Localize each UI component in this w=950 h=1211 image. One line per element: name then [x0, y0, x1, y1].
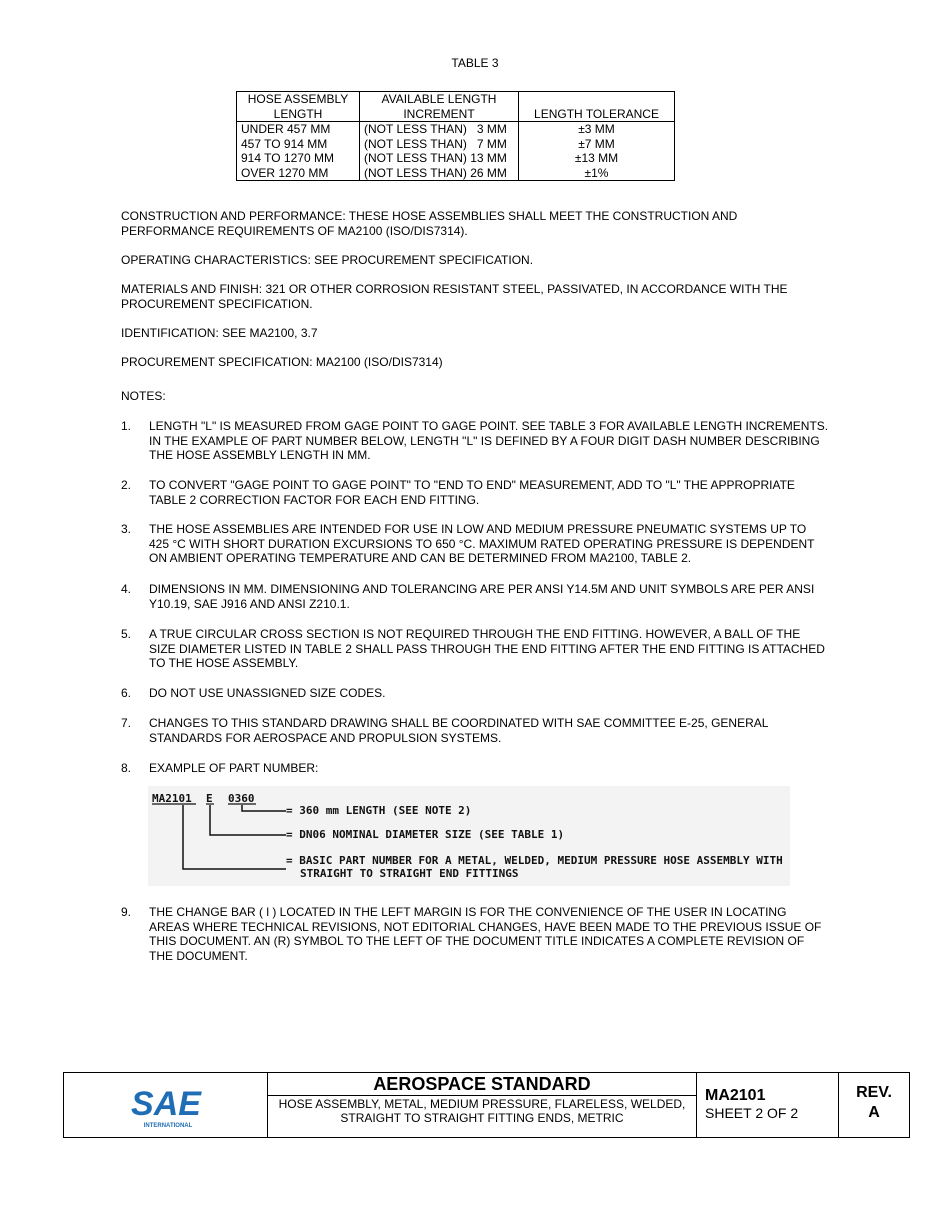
- table-row: [237, 151, 675, 166]
- operating-paragraph: OPERATING CHARACTERISTICS: SEE PROCUREMENT SPECIFICATION.: [121, 253, 534, 267]
- standard-cell: [268, 1073, 697, 1137]
- note-number: 3.: [121, 522, 132, 536]
- callout-size: = DN06 NOMINAL DIAMETER SIZE (SEE TABLE 1): [286, 828, 565, 841]
- cell-length: 914 TO 1270 MM: [241, 151, 334, 165]
- table-row: [237, 137, 675, 152]
- note-text: TO CONVERT "GAGE POINT TO GAGE POINT" TO "END TO END" MEASUREMENT, ADD TO "L" THE APPROPRIATE TABLE 2 CORRECTION FACTOR FOR EACH END FITTING.: [149, 478, 795, 507]
- note-text: THE CHANGE BAR ( l ) LOCATED IN THE LEFT MARGIN IS FOR THE CONVENIENCE OF THE USER IN LOCATING AREAS WHERE TECHNICAL REVISIONS, NOT EDITORIAL CHANGES, HAVE BEEN MADE TO THE PREVIOUS ISSUE OF THIS DOCUMENT. AN (R) SYMBOL TO THE LEFT OF THE DOCUMENT TITLE INDICATES A COMPLETE REVISION OF THE DOCUMENT.: [149, 905, 822, 964]
- callout-base-2: STRAIGHT TO STRAIGHT END FITTINGS: [300, 867, 519, 880]
- note-item: [121, 761, 831, 776]
- callout-length: = 360 mm LENGTH (SEE NOTE 2): [286, 804, 472, 817]
- note-number: 9.: [121, 905, 132, 919]
- sheet-number: SHEET 2 OF 2: [705, 1105, 799, 1121]
- note-item: [121, 478, 831, 507]
- standard-heading: AEROSPACE STANDARD: [268, 1073, 696, 1096]
- cell-length: 457 TO 914 MM: [241, 136, 328, 151]
- callout-base-1: = BASIC PART NUMBER FOR A METAL, WELDED, MEDIUM PRESSURE HOSE ASSEMBLY WITH: [286, 854, 783, 867]
- leader-base: [183, 805, 286, 869]
- revision-label: REV.: [856, 1084, 892, 1101]
- construction-paragraph: CONSTRUCTION AND PERFORMANCE: THESE HOSE ASSEMBLIES SHALL MEET THE CONSTRUCTION AND PERFORMANCE REQUIREMENTS OF MA2100 (ISO/DIS7314).: [121, 209, 738, 238]
- sae-logo: [64, 1073, 268, 1137]
- table-title: TABLE 3: [451, 56, 499, 70]
- leader-size: [210, 805, 286, 835]
- note-text: LENGTH "L" IS MEASURED FROM GAGE POINT TO GAGE POINT. SEE TABLE 3 FOR AVAILABLE LENGTH INCREMENTS. IN THE EXAMPLE OF PART NUMBER BELOW, LENGTH "L" IS DEFINED BY A FOUR DIGIT DASH NUMBER DESCRIBING THE HOSE ASSEMBLY LENGTH IN MM.: [149, 419, 829, 463]
- note-text: THE HOSE ASSEMBLIES ARE INTENDED FOR USE IN LOW AND MEDIUM PRESSURE PNEUMATIC SYSTEMS UP TO 425 °C WITH SHORT DURATION EXCURSIONS TO 650 °C. MAXIMUM RATED OPERATING PRESSURE IS DEPENDENT ON AMBIENT OPERATING TEMPERATURE AND CAN BE DETERMINED FROM MA2100, TABLE 2.: [149, 522, 815, 566]
- header-length-tolerance: LENGTH TOLERANCE: [519, 92, 675, 122]
- note-text: EXAMPLE OF PART NUMBER:: [149, 761, 319, 775]
- cell-length: OVER 1270 MM: [241, 165, 329, 180]
- standard-description: HOSE ASSEMBLY, METAL, MEDIUM PRESSURE, FLARELESS, WELDED, STRAIGHT TO STRAIGHT FITTING ENDS, METRIC: [278, 1097, 686, 1125]
- note-text: DIMENSIONS IN MM. DIMENSIONING AND TOLERANCING ARE PER ANSI Y14.5M AND UNIT SYMBOLS ARE PER ANSI Y10.19, SAE J916 AND ANSI Z210.1.: [149, 582, 815, 611]
- notes-heading: NOTES:: [121, 389, 166, 403]
- cell-tolerance: ±7 MM: [519, 137, 675, 152]
- table-row: [237, 166, 675, 181]
- document-number: MA2101: [705, 1087, 766, 1104]
- logo-sub: INTERNATIONAL: [143, 1123, 193, 1129]
- header-length-increment: AVAILABLE LENGTH INCREMENT: [360, 92, 519, 122]
- note-number: 5.: [121, 627, 132, 641]
- note-number: 1.: [121, 419, 132, 433]
- note-item: [121, 905, 831, 964]
- note-number: 4.: [121, 582, 132, 596]
- note-item: [121, 419, 831, 463]
- pn-length: 0360: [228, 792, 255, 805]
- note-number: 2.: [121, 478, 132, 492]
- note-item: [121, 582, 831, 611]
- cell-increment: (NOT LESS THAN) 3 MM: [360, 122, 519, 137]
- note-item: [121, 686, 831, 701]
- leader-length: [242, 805, 286, 811]
- length-tolerance-table: [236, 91, 675, 181]
- cell-increment: (NOT LESS THAN) 13 MM: [360, 151, 519, 166]
- note-number: 8.: [121, 761, 132, 775]
- revision-value: A: [868, 1104, 880, 1121]
- note-item: [121, 716, 831, 745]
- pn-size: E: [206, 792, 213, 805]
- materials-paragraph: MATERIALS AND FINISH: 321 OR OTHER CORROSION RESISTANT STEEL, PASSIVATED, IN ACCORDANCE WITH THE PROCUREMENT SPECIFICATION.: [121, 282, 788, 311]
- note-item: [121, 522, 831, 566]
- identification-paragraph: IDENTIFICATION: SEE MA2100, 3.7: [121, 326, 318, 340]
- cell-length: UNDER 457 MM: [241, 122, 331, 136]
- revision-cell: [839, 1073, 909, 1137]
- note-text: A TRUE CIRCULAR CROSS SECTION IS NOT REQUIRED THROUGH THE END FITTING. HOWEVER, A BALL OF THE SIZE DIAMETER LISTED IN TABLE 2 SHALL PASS THROUGH THE END FITTING AFTER THE END FITTING IS ATTACHED TO THE HOSE ASSEMBLY.: [149, 627, 825, 671]
- logo-text: SAE: [131, 1085, 201, 1123]
- cell-tolerance: ±1%: [519, 166, 675, 181]
- note-item: [121, 627, 831, 671]
- part-number-example-figure: [148, 786, 790, 886]
- note-text: CHANGES TO THIS STANDARD DRAWING SHALL BE COORDINATED WITH SAE COMMITTEE E-25, GENERAL STANDARDS FOR AEROSPACE AND PROPULSION SYSTEMS.: [149, 716, 768, 745]
- logo-cell: [64, 1073, 268, 1137]
- cell-increment: (NOT LESS THAN) 26 MM: [360, 166, 519, 181]
- cell-tolerance: ±3 MM: [519, 122, 675, 137]
- note-text: DO NOT USE UNASSIGNED SIZE CODES.: [149, 686, 386, 700]
- header-hose-length: HOSE ASSEMBLY LENGTH: [237, 92, 360, 122]
- note-number: 6.: [121, 686, 132, 700]
- document-cell: [697, 1073, 839, 1137]
- note-number: 7.: [121, 716, 132, 730]
- part-number-diagram: [148, 786, 790, 886]
- table-row: [237, 122, 675, 137]
- title-block: [63, 1072, 910, 1138]
- pn-base: MA2101: [152, 792, 192, 805]
- table-header-row: [237, 92, 675, 122]
- cell-tolerance: ±13 MM: [519, 151, 675, 166]
- procurement-paragraph: PROCUREMENT SPECIFICATION: MA2100 (ISO/DIS7314): [121, 355, 443, 369]
- cell-increment: (NOT LESS THAN) 7 MM: [360, 137, 519, 152]
